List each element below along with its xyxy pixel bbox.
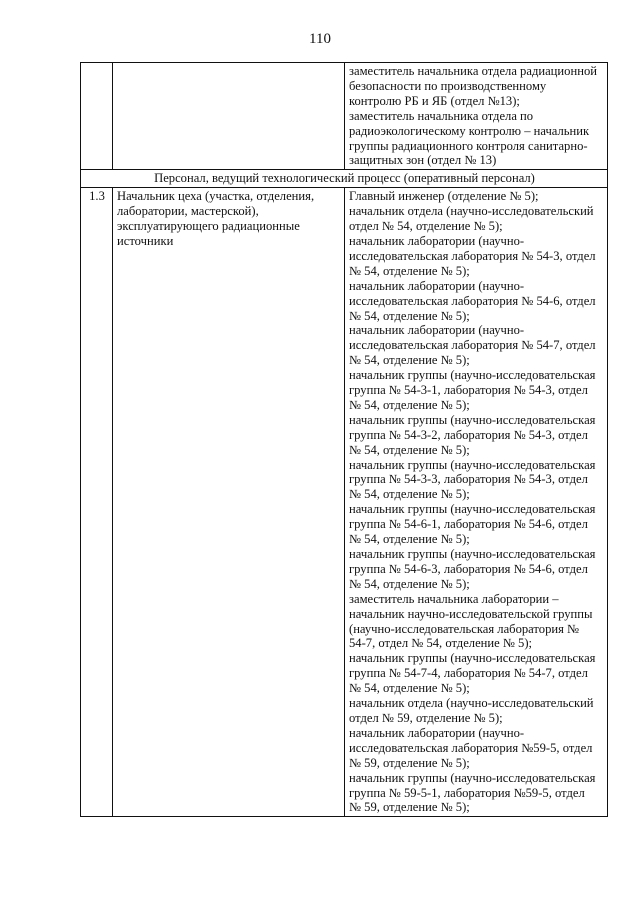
text-line: начальник группы (научно-исследовательская xyxy=(349,547,596,561)
position-cell xyxy=(113,63,345,170)
text-line: Главный инженер (отделение № 5); xyxy=(349,189,539,204)
text-line: № 54, отделение № 5); xyxy=(349,353,470,368)
list-item xyxy=(349,592,604,652)
text-line: отдел № 59, отделение № 5); xyxy=(349,710,503,725)
text-line: группа № 54-3-2, лаборатория № 54-3, отдел xyxy=(349,427,588,442)
list-item xyxy=(349,64,604,109)
text-line: эксплуатирующего радиационные xyxy=(117,219,300,234)
text-line: исследовательская лаборатория № 54-3, отдел xyxy=(349,248,596,263)
text-line: начальник лаборатории (научно- xyxy=(349,233,525,248)
text-line: группа № 54-6-1, лаборатория № 54-6, отдел xyxy=(349,517,588,532)
text-line: группа № 54-3-3, лаборатория № 54-3, отдел xyxy=(349,472,588,487)
text-line: группа № 54-3-1, лаборатория № 54-3, отдел xyxy=(349,383,588,398)
text-line: защитных зон (отдел № 13) xyxy=(349,153,497,168)
list-item xyxy=(349,413,604,458)
text-line: исследовательская лаборатория № 54-7, отдел xyxy=(349,338,596,353)
list-item xyxy=(349,109,604,169)
responsible-cell xyxy=(345,63,608,170)
text-line: № 54, отделение № 5); xyxy=(349,263,470,278)
text-line: заместитель начальника отдела по xyxy=(349,108,534,123)
text-line: начальник группы (научно-исследовательская xyxy=(349,457,596,472)
list-item xyxy=(349,726,604,771)
text-line: группа № 54-6-3, лаборатория № 54-6, отдел xyxy=(349,561,588,576)
text-line: исследовательская лаборатория № 54-6, отдел xyxy=(349,293,596,308)
text-line: Начальник цеха (участка, отделения, xyxy=(117,189,315,204)
text-line: контролю РБ и ЯБ (отдел №13); xyxy=(349,93,520,108)
text-line: начальник группы (научно-исследовательская xyxy=(349,412,596,427)
text-line: группа № 54-7-4, лаборатория № 54-7, отдел xyxy=(349,666,588,681)
text-line: начальник лаборатории (научно- xyxy=(349,725,525,740)
continuation-row xyxy=(81,63,608,170)
section-header-row xyxy=(81,170,608,188)
list-item xyxy=(349,547,604,592)
text-line: № 59, отделение № 5); xyxy=(349,755,470,770)
row-number-cell xyxy=(81,63,113,170)
document-table xyxy=(80,62,608,817)
text-line: начальник группы (научно-исследовательская xyxy=(349,651,596,666)
list-item xyxy=(349,771,604,816)
list-item xyxy=(349,458,604,503)
text-line: начальник лаборатории (научно- xyxy=(349,323,525,338)
text-line: группа № 59-5-1, лаборатория №59-5, отдел xyxy=(349,785,585,800)
text-line: начальник группы (научно-исследовательская xyxy=(349,368,596,383)
text-line: начальник группы (научно-исследовательская xyxy=(349,502,596,517)
responsible-cell xyxy=(345,188,608,817)
text-line: радиоэкологическому контролю – начальник xyxy=(349,123,590,138)
list-item xyxy=(349,502,604,547)
list-item xyxy=(349,368,604,413)
text-line: № 54, отделение № 5); xyxy=(349,397,470,412)
text-line: заместитель начальника отдела радиационной xyxy=(349,64,597,78)
text-line: № 54, отделение № 5); xyxy=(349,308,470,323)
text-line: № 54, отделение № 5); xyxy=(349,487,470,502)
text-line: начальник лаборатории (научно- xyxy=(349,278,525,293)
text-line: безопасности по производственному xyxy=(349,78,547,93)
list-item xyxy=(349,651,604,696)
list-item xyxy=(349,279,604,324)
list-item xyxy=(349,696,604,726)
list-item xyxy=(349,189,604,204)
text-line: № 59, отделение № 5); xyxy=(349,800,470,815)
page-number: 110 xyxy=(309,31,331,47)
table-row xyxy=(81,188,608,817)
text-line: отдел № 54, отделение № 5); xyxy=(349,219,503,234)
section-header: Персонал, ведущий технологический процесс (оперативный персонал) xyxy=(81,170,608,188)
list-item xyxy=(349,204,604,234)
text-line: начальник отдела (научно-исследовательский xyxy=(349,696,594,711)
text-line: начальник научно-исследовательской группы xyxy=(349,606,593,621)
text-line: начальник отдела (научно-исследовательский xyxy=(349,204,594,219)
list-item xyxy=(349,323,604,368)
list-item xyxy=(349,234,604,279)
text-line: источники xyxy=(117,233,174,248)
text-line: начальник группы (научно-исследовательская xyxy=(349,770,596,785)
row-number-cell: 1.3 xyxy=(81,188,113,817)
text-line: (научно-исследовательская лаборатория № xyxy=(349,621,580,636)
text-line: группы радиационного контроля санитарно- xyxy=(349,138,588,153)
text-line: 54-7, отдел № 54, отделение № 5); xyxy=(349,636,533,651)
text-line: № 54, отделение № 5); xyxy=(349,576,470,591)
text-line: № 54, отделение № 5); xyxy=(349,532,470,547)
text-line: исследовательская лаборатория №59-5, отдел xyxy=(349,740,593,755)
text-line: № 54, отделение № 5); xyxy=(349,681,470,696)
text-line: заместитель начальника лаборатории – xyxy=(349,591,559,606)
text-line: лаборатории, мастерской), xyxy=(117,204,259,219)
text-line: № 54, отделение № 5); xyxy=(349,442,470,457)
position-cell xyxy=(113,188,345,817)
